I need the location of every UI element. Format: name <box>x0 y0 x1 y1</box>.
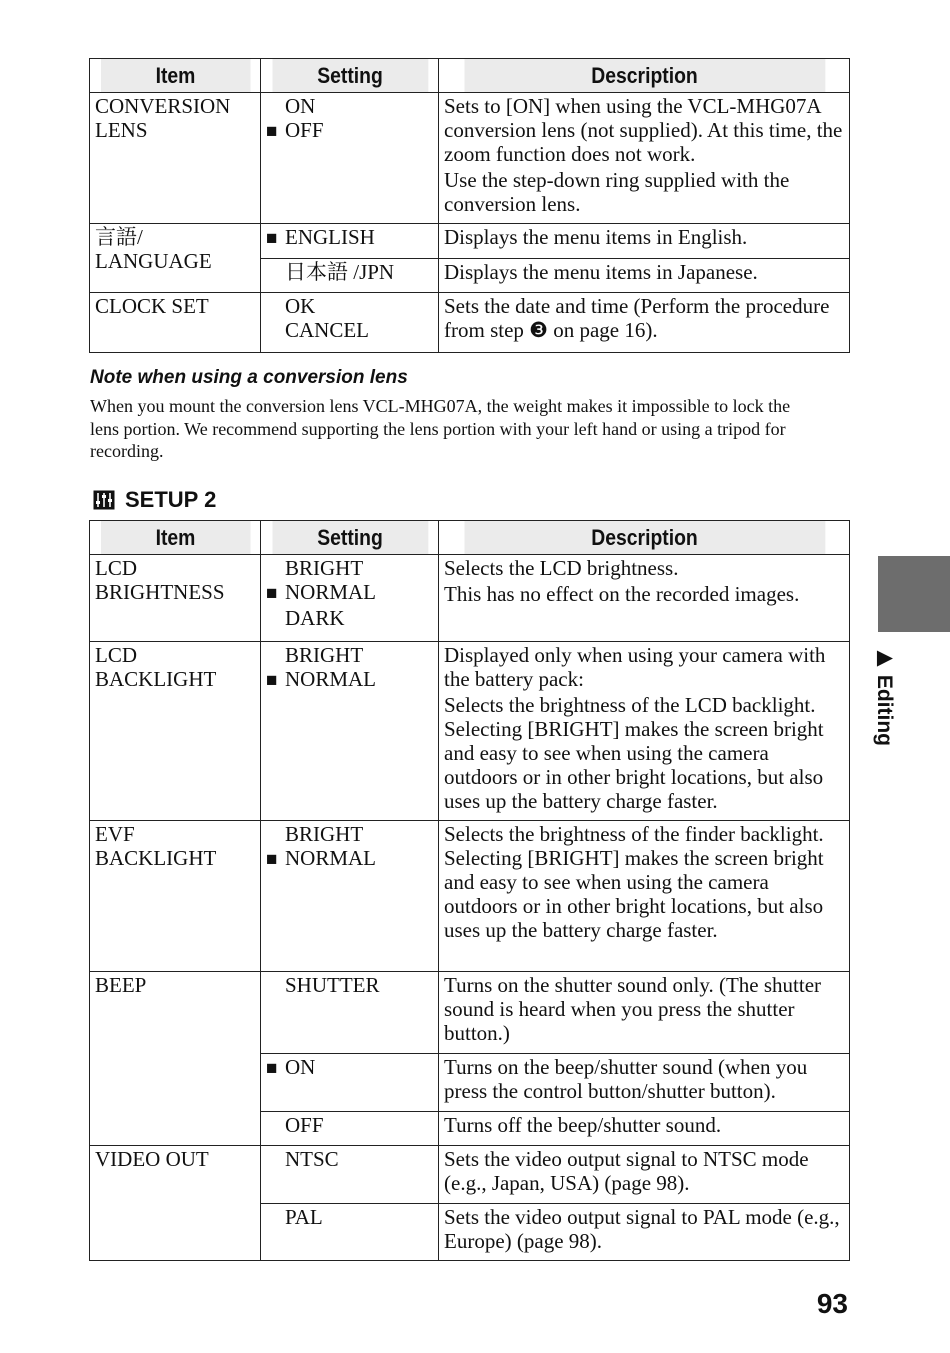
header-description: Description <box>463 521 825 555</box>
setting-label: NORMAL <box>285 667 377 691</box>
setting-label: CANCEL <box>285 318 369 342</box>
description-part: on page 16). <box>547 318 658 342</box>
item-cell <box>90 93 261 224</box>
setting-label: ON <box>285 1055 316 1079</box>
description-text <box>444 294 843 342</box>
header-item: Item <box>100 59 250 93</box>
description-cell <box>439 642 850 821</box>
table-row <box>90 821 850 972</box>
chapter-label <box>872 645 896 746</box>
description-cell <box>439 1146 850 1204</box>
setting-option <box>266 225 432 251</box>
setting-option <box>266 1113 432 1137</box>
item-cell <box>90 1146 261 1261</box>
description-cell <box>439 224 850 259</box>
default-marker: ■ <box>266 583 278 604</box>
setting-cell <box>261 224 439 259</box>
item-lcd-backlight: LCD BACKLIGHT <box>95 643 217 691</box>
setting-option <box>266 606 432 630</box>
setting-label: BRIGHT <box>285 822 364 846</box>
description-text: Sets to [ON] when using the VCL-MHG07A conversion lens (not supplied). At this time, the zoom function does not work. <box>444 94 843 166</box>
item-cell <box>90 642 261 821</box>
item-cell <box>90 972 261 1146</box>
setting-cell <box>261 1146 439 1204</box>
setting-cell <box>261 821 439 972</box>
setting-option <box>266 1055 432 1081</box>
setting-label: SHUTTER <box>285 973 380 997</box>
note-body: When you mount the conversion lens VCL-MHG07A, the weight makes it impossible to lock the lens portion. We recommend supporting the lens portion with your left hand or using a tripod for recording. <box>90 396 791 461</box>
table-row <box>90 555 850 642</box>
note-title: Note when using a conversion lens <box>90 367 408 388</box>
table-row <box>90 293 850 353</box>
setting-option <box>266 94 432 118</box>
step-number-icon: ❸ <box>529 318 548 342</box>
description-cell <box>439 1112 850 1146</box>
description-text: Turns on the beep/shutter sound (when you press the control button/shutter button). <box>444 1055 808 1103</box>
section-heading-setup2 <box>93 486 216 514</box>
setting-label: NTSC <box>285 1147 339 1171</box>
setting-cell <box>261 259 439 293</box>
default-marker: ■ <box>266 228 278 249</box>
description-cell <box>439 93 850 224</box>
setting-option <box>266 667 432 693</box>
triangle-arrow-icon: ▶ <box>873 645 896 669</box>
default-marker: ■ <box>266 121 278 142</box>
default-marker: ■ <box>266 849 278 870</box>
setting-option <box>266 580 432 606</box>
item-cell <box>90 293 261 353</box>
description-cell <box>439 259 850 293</box>
item-cell <box>90 555 261 642</box>
table-row <box>90 642 850 821</box>
setting-cell <box>261 293 439 353</box>
setting-cell <box>261 1204 439 1261</box>
setting-cell <box>261 93 439 224</box>
setting-option <box>266 294 432 318</box>
description-part: Sets the date and time (Perform the procedure from step <box>444 294 830 342</box>
description-text: Displays the menu items in Japanese. <box>444 260 758 284</box>
description-text: Sets the video output signal to NTSC mode (e.g., Japan, USA) (page 98). <box>444 1147 809 1195</box>
description-text: Turns on the shutter sound only. (The shutter sound is heard when you press the shutter button.) <box>444 973 822 1045</box>
setting-label: OFF <box>285 118 324 142</box>
description-text: Sets the video output signal to PAL mode (e.g., Europe) (page 98). <box>444 1205 840 1253</box>
chapter-tab <box>878 556 950 632</box>
setting-option <box>266 1147 432 1171</box>
table-row <box>90 972 850 1054</box>
setting-label: OK <box>285 294 316 318</box>
setting-cell <box>261 1054 439 1112</box>
item-video-out: VIDEO OUT <box>95 1147 209 1171</box>
setup-icon <box>93 490 115 510</box>
description-cell <box>439 293 850 353</box>
description-cell <box>439 1054 850 1112</box>
header-description: Description <box>463 59 825 93</box>
item-evf-backlight: EVF BACKLIGHT <box>95 822 217 870</box>
setting-label: DARK <box>285 606 345 630</box>
description-cell <box>439 972 850 1054</box>
menu-table-2 <box>89 520 850 1261</box>
table-row <box>90 224 850 259</box>
item-language: 言語/ LANGUAGE <box>95 225 212 273</box>
description-text: Selects the brightness of the LCD backlight. Selecting [BRIGHT] makes the screen bright and easy to see when using the camera outdoors or in other bright locations, but also uses up the battery charge faster. <box>444 693 824 813</box>
setting-option <box>266 118 432 144</box>
setting-label: OFF <box>285 1113 324 1137</box>
description-text: Use the step-down ring supplied with the conversion lens. <box>444 168 790 216</box>
section-title: SETUP 2 <box>125 487 217 512</box>
setting-option <box>266 846 432 872</box>
setting-label: ENGLISH <box>285 225 375 249</box>
item-beep: BEEP <box>95 973 147 997</box>
description-text: Displays the menu items in English. <box>444 225 748 249</box>
setting-option <box>266 1205 432 1229</box>
item-cell <box>90 821 261 972</box>
setting-cell <box>261 555 439 642</box>
setting-label: NORMAL <box>285 846 377 870</box>
description-cell <box>439 821 850 972</box>
setting-option <box>266 260 432 284</box>
description-cell <box>439 555 850 642</box>
default-marker: ■ <box>266 1058 278 1079</box>
setting-option <box>266 643 432 667</box>
description-text: Turns off the beep/shutter sound. <box>444 1113 722 1137</box>
setting-cell <box>261 972 439 1054</box>
description-text: Selects the LCD brightness. <box>444 556 679 580</box>
description-cell <box>439 1204 850 1261</box>
description-text: Displayed only when using your camera with the battery pack: <box>444 643 826 691</box>
item-clock-set: CLOCK SET <box>95 294 209 318</box>
item-lcd-brightness: LCD BRIGHTNESS <box>95 556 225 604</box>
default-marker: ■ <box>266 670 278 691</box>
table-row <box>90 93 850 224</box>
setting-label: BRIGHT <box>285 643 364 667</box>
setting-cell <box>261 1112 439 1146</box>
item-cell <box>90 224 261 293</box>
menu-table-1 <box>89 58 850 353</box>
chapter-title: Editing <box>873 674 896 746</box>
setting-option <box>266 822 432 846</box>
setting-label: NORMAL <box>285 580 377 604</box>
description-text: Selects the brightness of the finder backlight. Selecting [BRIGHT] makes the screen bright and easy to see when using the camera outdoors or in other bright locations, but also uses up the battery charge faster. <box>444 822 824 942</box>
description-text: This has no effect on the recorded images. <box>444 582 800 606</box>
page-number: 93 <box>816 1288 848 1319</box>
setting-cell <box>261 642 439 821</box>
setting-label: BRIGHT <box>285 556 364 580</box>
item-conversion-lens: CONVERSION LENS <box>95 94 231 142</box>
setting-option <box>266 318 432 342</box>
setting-label: PAL <box>285 1205 323 1229</box>
table-row <box>90 1146 850 1204</box>
header-item: Item <box>100 521 250 555</box>
setting-label: 日本語 /JPN <box>285 260 395 284</box>
header-setting: Setting <box>271 521 428 555</box>
setting-option <box>266 973 432 997</box>
header-setting: Setting <box>271 59 428 93</box>
setting-label: ON <box>285 94 316 118</box>
setting-option <box>266 556 432 580</box>
